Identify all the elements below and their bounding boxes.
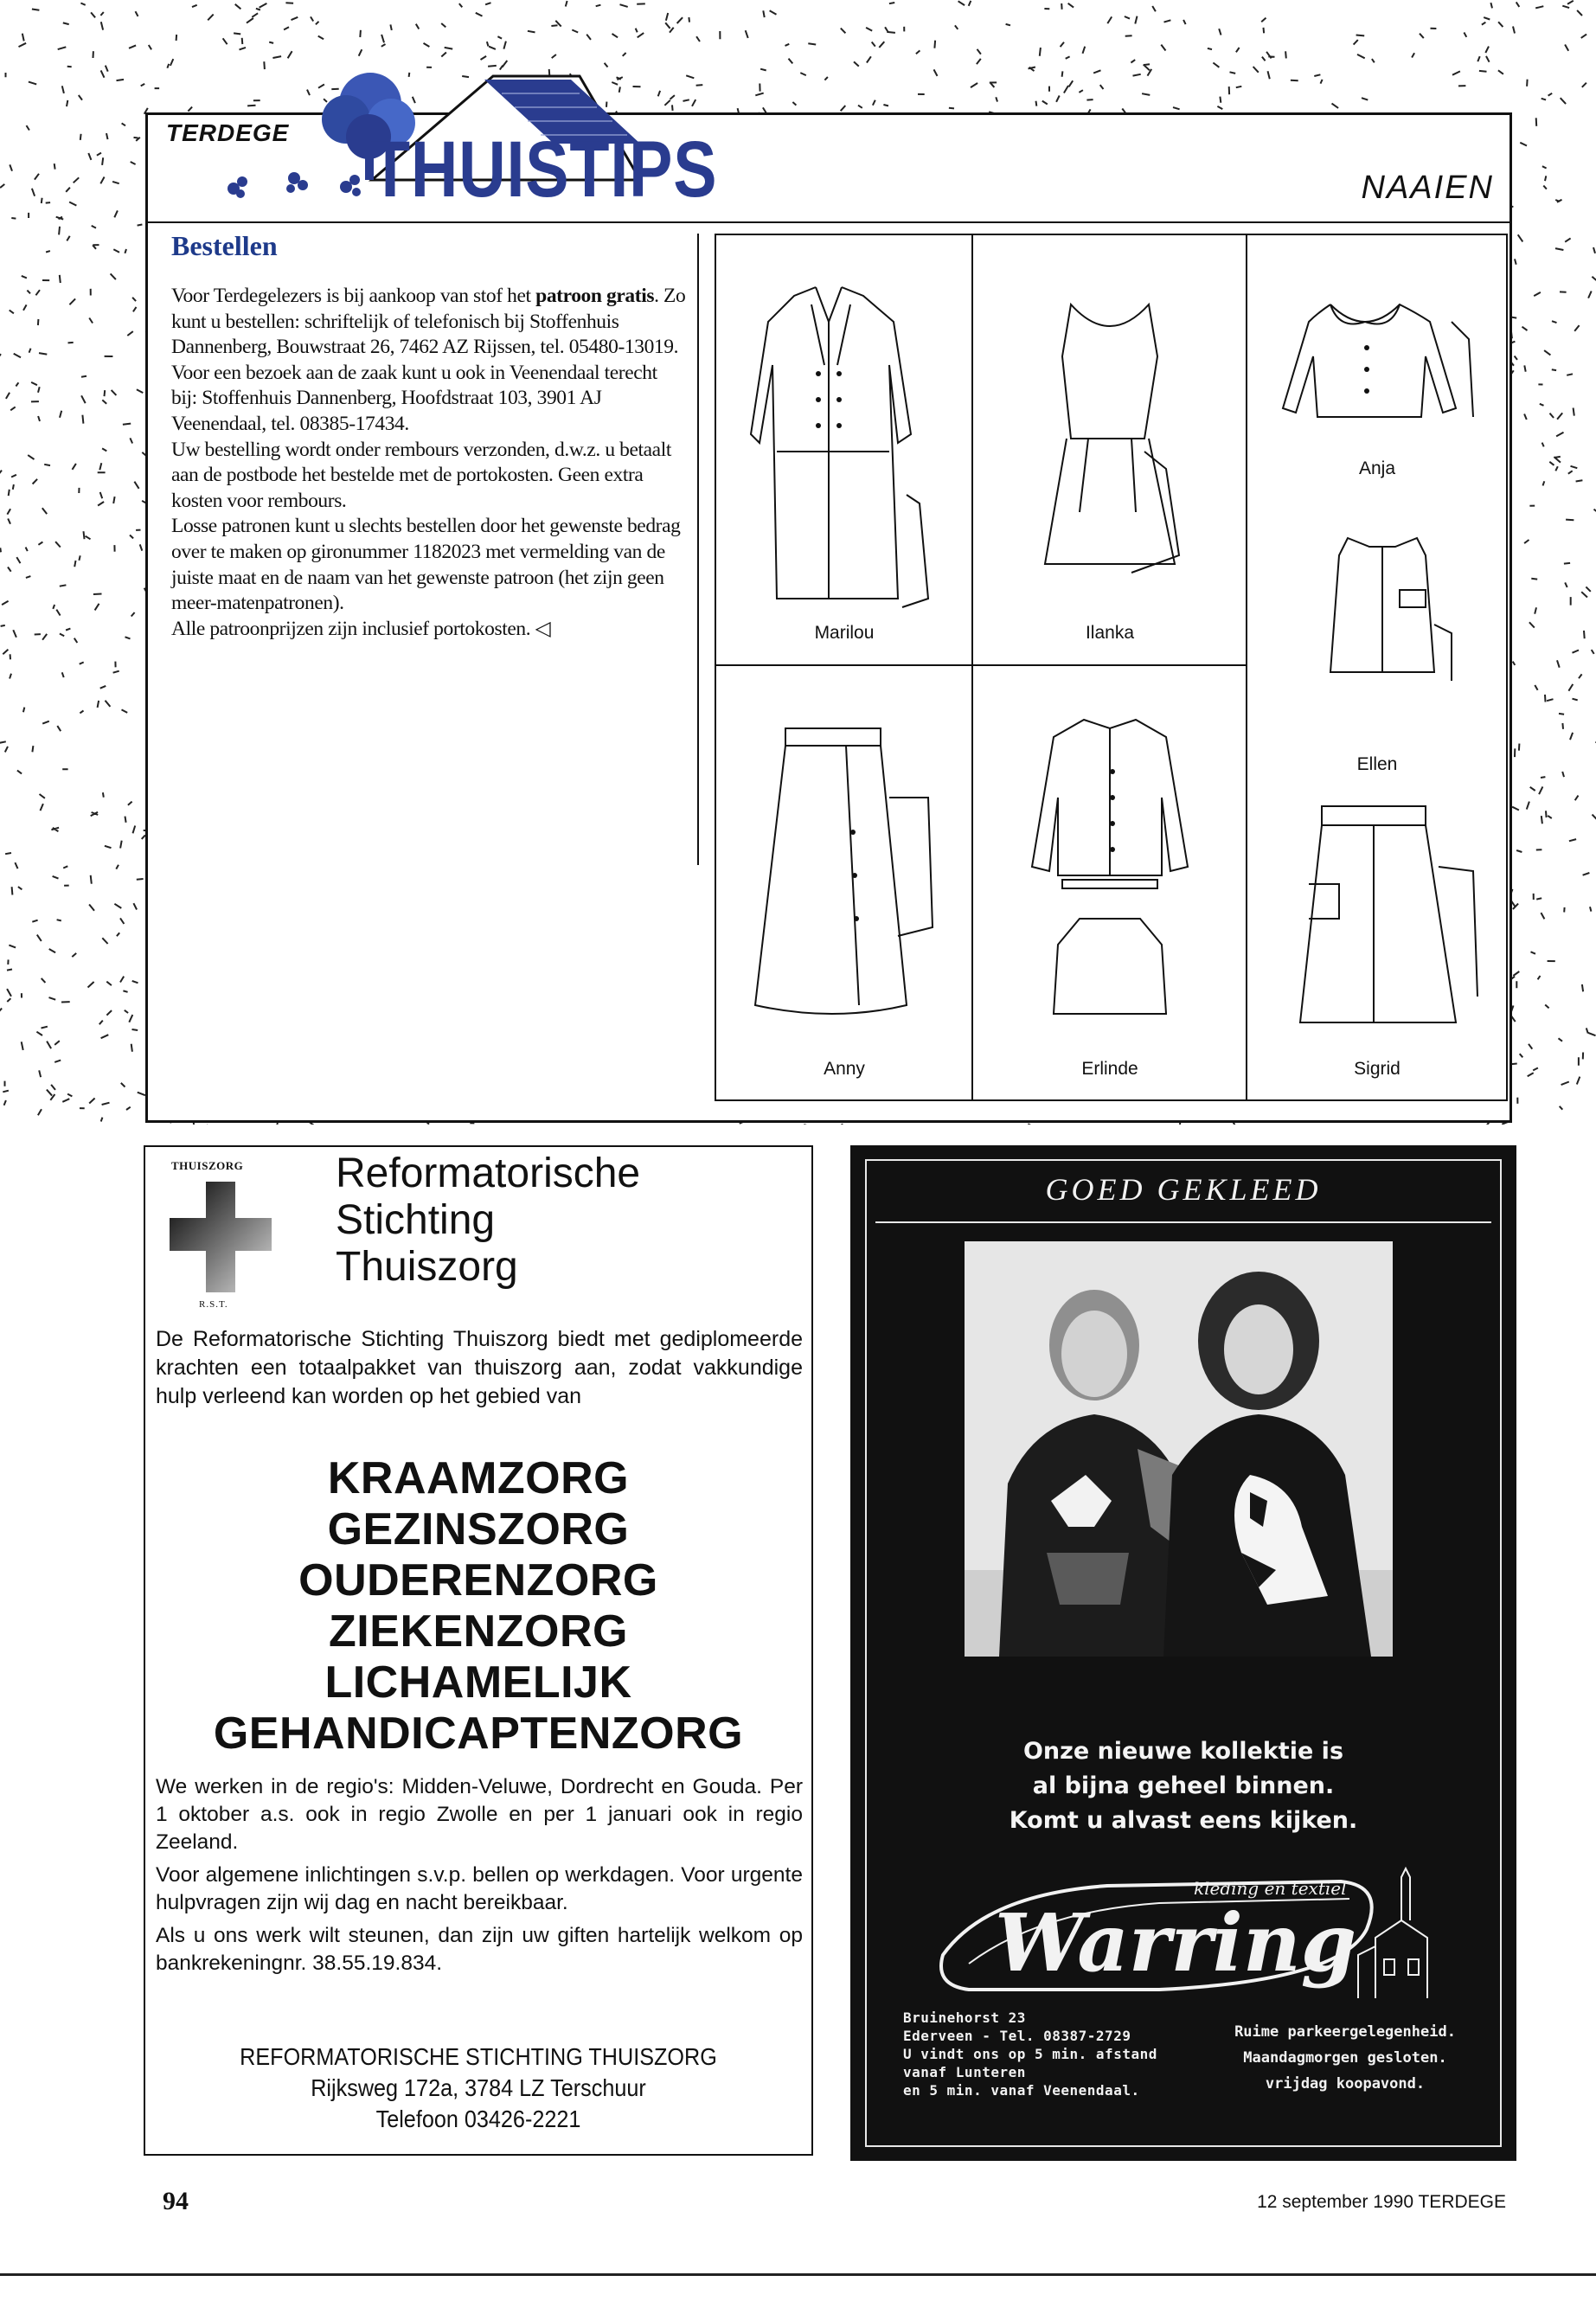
service-item: OUDERENZORG bbox=[298, 1555, 658, 1606]
store-info bbox=[1202, 2019, 1488, 2097]
skirt-sketch-icon bbox=[734, 702, 950, 1048]
flowers-icon bbox=[216, 163, 389, 206]
service-item: KRAAMZORG bbox=[327, 1453, 630, 1503]
pattern-name-ilanka: Ilanka bbox=[1085, 623, 1135, 643]
store-address bbox=[903, 2009, 1157, 2099]
title-line: Thuiszorg bbox=[336, 1244, 518, 1290]
coat-sketch-icon bbox=[734, 270, 950, 642]
blouse-sketch-icon bbox=[1270, 287, 1486, 443]
pattern-grid bbox=[715, 234, 1508, 1101]
ad-paragraph: Als u ons werk wilt steunen, dan zijn uw giften hartelijk welkom op bankrekeningnr. 38.55.19.834. bbox=[156, 1924, 803, 1975]
ad-intro-text: De Reformatorische Stichting Thuiszorg biedt met gediplomeerde krachten een totaalpakket van thuiszorg aan, zodat vakkundige hulp verleend kan worden op het gebied van bbox=[156, 1327, 803, 1408]
order-paragraph: Alle patroonprijzen zijn inclusief portokosten. ◁ bbox=[171, 617, 551, 640]
brand-name: TERDEGE bbox=[166, 119, 290, 146]
service-item: ZIEKENZORG bbox=[329, 1606, 628, 1657]
bottom-rule bbox=[0, 2273, 1596, 2276]
pinafore-sketch-icon bbox=[993, 287, 1227, 625]
logo-caption: THUISZORG bbox=[171, 1159, 244, 1172]
issue-date: 12 september 1990 TERDEGE bbox=[1257, 2192, 1506, 2212]
grid-divider bbox=[971, 235, 973, 1099]
pattern-name-erlinde: Erlinde bbox=[1081, 1059, 1138, 1079]
section-category: NAAIEN bbox=[1361, 170, 1494, 206]
column-divider bbox=[697, 234, 699, 865]
pattern-name-marilou: Marilou bbox=[814, 623, 875, 643]
fashion-photo-image bbox=[965, 1241, 1393, 1657]
page-number: 94 bbox=[163, 2187, 189, 2215]
ad-headline: GOED GEKLEED bbox=[1045, 1172, 1322, 1207]
info-line: vrijdag koopavond. bbox=[1265, 2075, 1426, 2093]
title-line: Stichting bbox=[336, 1197, 496, 1243]
info-line: Ruime parkeergelegenheid. bbox=[1234, 2023, 1456, 2041]
order-instructions bbox=[171, 284, 687, 642]
headline-divider bbox=[875, 1221, 1491, 1223]
grid-divider bbox=[716, 664, 1246, 666]
cross-logo-icon bbox=[164, 1178, 277, 1296]
grid-divider bbox=[1246, 235, 1247, 1099]
culottes-sketch-icon bbox=[1279, 789, 1495, 1048]
service-item: GEHANDICAPTENZORG bbox=[213, 1708, 744, 1759]
slogan-line: Komt u alvast eens kijken. bbox=[1009, 1807, 1358, 1834]
care-services-list bbox=[144, 1453, 813, 1759]
address-line: Ederveen - Tel. 08387-2729 bbox=[903, 2028, 1131, 2044]
address-line: en 5 min. vanaf Veenendaal. bbox=[903, 2082, 1140, 2099]
contact-line: Telefoon 03426-2221 bbox=[375, 2106, 581, 2132]
church-icon bbox=[1358, 1868, 1427, 1998]
service-item: GEZINSZORG bbox=[327, 1504, 630, 1554]
organization-name bbox=[336, 1150, 640, 1291]
contact-line: REFORMATORISCHE STICHTING THUISZORG bbox=[240, 2043, 717, 2070]
pattern-name-sigrid: Sigrid bbox=[1354, 1059, 1401, 1079]
order-paragraph bbox=[171, 284, 687, 361]
address-line: Bruinehorst 23 bbox=[903, 2009, 1026, 2026]
address-line: U vindt ons op 5 min. afstand bbox=[903, 2046, 1157, 2062]
contact-line: Rijksweg 172a, 3784 LZ Terschuur bbox=[311, 2074, 646, 2101]
ad-contact-block bbox=[144, 2041, 813, 2135]
order-text-bold: patroon gratis bbox=[535, 285, 655, 307]
pattern-name-anny: Anny bbox=[824, 1059, 865, 1079]
order-text: . Zo kunt u bestellen: schriftelijk of telefonisch bij Stoffenhuis Dannenberg, Bouwstraat 26, 7462 AZ Rijssen, tel. 05480-13019. bbox=[171, 285, 686, 359]
order-text: Voor Terdegelezers is bij aankoop van stof het bbox=[171, 285, 536, 307]
slogan-line: Onze nieuwe kollektie is bbox=[1022, 1738, 1344, 1765]
jacket-sketch-icon bbox=[1002, 702, 1218, 1048]
ad-slogan bbox=[850, 1734, 1516, 1838]
service-item: LICHAMELIJK bbox=[324, 1657, 632, 1708]
pattern-name-ellen: Ellen bbox=[1356, 754, 1398, 774]
logo-caption: R.S.T. bbox=[199, 1299, 228, 1310]
pattern-name-anja: Anja bbox=[1358, 458, 1396, 478]
brand-tagline: kleding en textiel bbox=[1194, 1878, 1347, 1899]
order-paragraph: Losse patronen kunt u slechts bestellen door het gewenste bedrag over te maken op gironummer 1182023 met vermelding van de juiste maat en de naam van het gewenste patroon (het zijn geen meer-matenpatronen). bbox=[171, 515, 681, 615]
warring-logo bbox=[934, 1860, 1462, 2007]
slogan-line: al bijna geheel binnen. bbox=[1032, 1772, 1335, 1799]
title-line: Reformatorische bbox=[336, 1150, 641, 1196]
header-divider bbox=[145, 221, 1512, 223]
ad-body-text bbox=[156, 1773, 803, 1983]
vest-sketch-icon bbox=[1287, 521, 1477, 694]
info-line: Maandagmorgen gesloten. bbox=[1243, 2049, 1447, 2067]
section-title: THUISTIPS bbox=[370, 125, 718, 214]
order-paragraph: Voor een bezoek aan de zaak kunt u ook in Veenendaal terecht bij: Stoffenhuis Dannenberg, Hoofdstraat 103, 3901 AJ Veenendaal, tel. 08385-17434. bbox=[171, 361, 657, 435]
order-heading: Bestellen bbox=[171, 230, 278, 261]
ad-paragraph: Voor algemene inlichtingen s.v.p. bellen op werkdagen. Voor urgente hulpvragen zijn wij dag en nacht bereikbaar. bbox=[156, 1863, 803, 1914]
address-line: vanaf Lunteren bbox=[903, 2064, 1026, 2080]
order-paragraph: Uw bestelling wordt onder rembours verzonden, d.w.z. u betaalt aan de postbode het bestelde met de portokosten. Geen extra kosten voor rembours. bbox=[171, 438, 671, 512]
ad-paragraph: We werken in de regio's: Midden-Veluwe, Dordrecht en Gouda. Per 1 oktober a.s. ook in regio Zwolle en per 1 januari ook in regio Zeeland. bbox=[156, 1775, 803, 1854]
brand-wordmark: Warring bbox=[995, 1896, 1357, 1990]
